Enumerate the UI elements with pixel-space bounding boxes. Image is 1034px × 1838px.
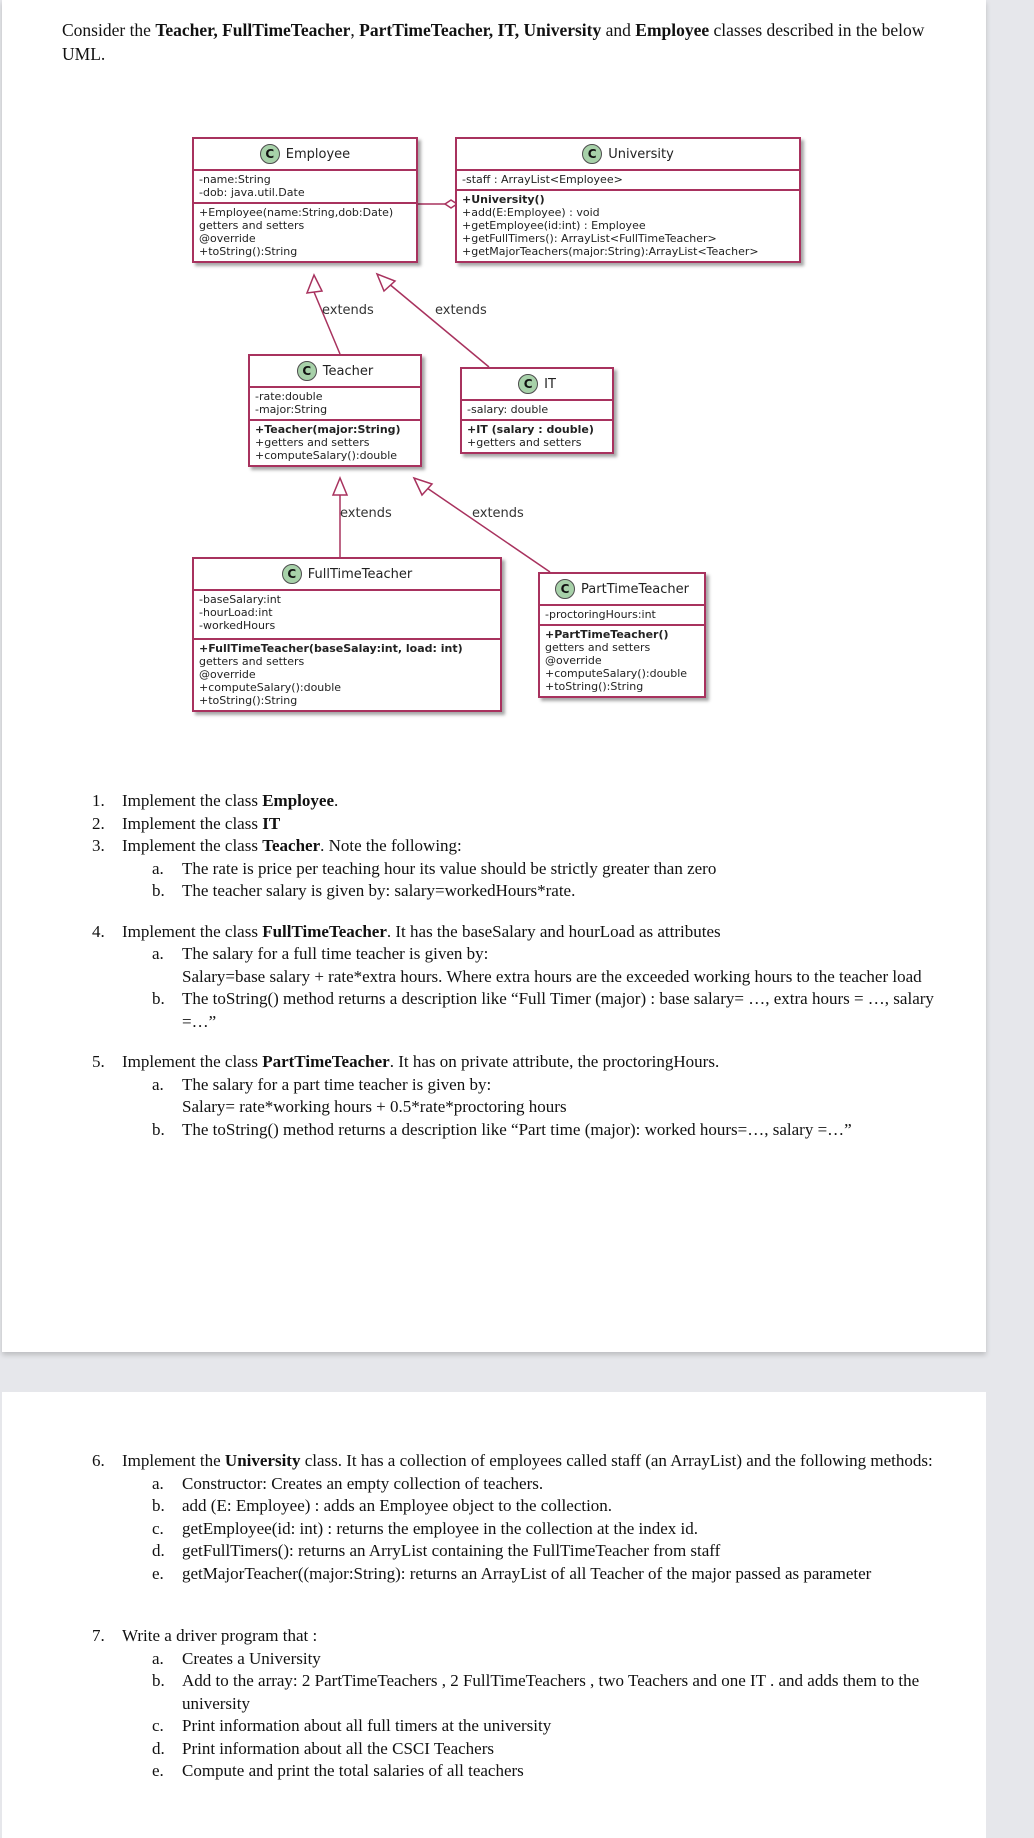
subtask-letter: a. (152, 1074, 164, 1094)
document-page-2 (2, 1392, 986, 1838)
class-icon: C (518, 374, 538, 394)
method: +toString():String (199, 694, 298, 707)
method: getters and setters (199, 219, 305, 232)
method: @override (545, 654, 602, 667)
subtask-letter: d. (152, 1541, 165, 1560)
attribute: -hourLoad:int (199, 606, 273, 619)
extends-label: extends (435, 303, 487, 318)
method: +getFullTimers(): ArrayList<FullTimeTeacher> (462, 232, 717, 245)
method: +Teacher(major:String) (255, 423, 401, 436)
subtask-item (92, 1074, 942, 1119)
task-list-page-2 (92, 1450, 942, 1801)
task-text: class. It has a collection of employees called staff (an ArrayList) and the following methods: (300, 1451, 933, 1470)
attribute: -rate:double (255, 390, 323, 403)
class-fulltimeteacher (192, 557, 502, 712)
subtask-letter: a. (152, 944, 164, 963)
intro-bold: Teacher, FullTimeTeacher (155, 20, 351, 40)
attributes-section (194, 169, 416, 202)
subtask-text: getEmployee(id: int) : returns the employee in the collection at the index id. (182, 1518, 698, 1538)
intro-bold: PartTimeTeacher, IT, University (359, 20, 602, 40)
methods-section (540, 624, 704, 696)
attribute: -proctoringHours:int (545, 608, 656, 621)
class-university (455, 137, 801, 263)
attributes-section (462, 399, 612, 419)
attributes-section (250, 386, 420, 419)
subtask-text: Print information about all full timers at the university (182, 1716, 552, 1735)
task-number: 2. (92, 813, 105, 833)
task-number: 1. (92, 791, 105, 810)
uml-diagram (2, 0, 986, 760)
subtask-text: Constructor: Creates an empty collection of teachers. (182, 1473, 544, 1493)
class-icon: C (555, 579, 575, 599)
intro-text: classes described in the below UML. (62, 20, 925, 64)
task-item (92, 921, 942, 944)
task-number: 4. (92, 921, 105, 941)
task-class-name: Employee (262, 791, 334, 810)
task-text: . (334, 791, 339, 810)
subtask-text: getMajorTeacher((major:String): returns an ArrayList of all Teacher of the major passed as parameter (182, 1563, 872, 1583)
class-name: University (608, 146, 674, 162)
method: +add(E:Employee) : void (462, 206, 600, 219)
method: +computeSalary():double (255, 449, 398, 462)
task-item (92, 835, 942, 858)
methods-section (194, 638, 500, 710)
subtask-item (92, 1670, 942, 1715)
subtask-item (92, 880, 942, 903)
task-class-name: FullTimeTeacher (262, 921, 387, 941)
method: +toString():String (199, 245, 298, 258)
task-item (92, 1450, 942, 1473)
class-employee (192, 137, 418, 263)
attributes-section (457, 169, 799, 189)
class-name: Employee (285, 146, 351, 162)
task-text: . It has on private attribute, the proctoringHours. (389, 1052, 720, 1071)
subtask-item (92, 1563, 942, 1586)
task-item (92, 1625, 942, 1648)
subtask-formula: Salary= rate*working hours + 0.5*rate*proctoring hours (182, 1097, 567, 1116)
subtask-letter: b. (152, 1671, 165, 1690)
method: +getters and setters (467, 436, 582, 449)
intro-text: , (350, 20, 360, 40)
extends-label: extends (340, 506, 392, 521)
task-text: . It has the baseSalary and hourLoad as attributes (386, 921, 721, 941)
subtask-item (92, 1518, 942, 1541)
method: +getMajorTeachers(major:String):ArrayList<Teacher> (462, 245, 759, 258)
class-name: FullTimeTeacher (307, 566, 413, 582)
attribute: -salary: double (467, 403, 549, 416)
method: @override (199, 668, 256, 681)
subtask-item (92, 988, 942, 1033)
attribute: -baseSalary:int (199, 593, 281, 606)
methods-section (462, 419, 612, 452)
attribute: -major:String (255, 403, 328, 416)
class-icon: C (582, 144, 602, 164)
intro-bold: Employee (635, 20, 710, 40)
subtask-letter: e. (152, 1761, 164, 1780)
task-number: 5. (92, 1052, 105, 1071)
method: getters and setters (199, 655, 305, 668)
intro-text: Consider the (62, 20, 156, 40)
attribute: -workedHours (199, 619, 276, 632)
task-item (92, 813, 942, 836)
subtask-letter: c. (152, 1518, 164, 1538)
task-class-name: PartTimeTeacher (262, 1052, 390, 1071)
attribute: -dob: java.util.Date (199, 186, 305, 199)
attributes-section (194, 589, 500, 638)
subtask-text: Print information about all the CSCI Teachers (182, 1738, 494, 1758)
methods-section (457, 189, 799, 261)
task-text: Implement the (122, 1451, 225, 1470)
extends-label: extends (322, 303, 374, 318)
attribute: -staff : ArrayList<Employee> (462, 173, 623, 186)
task-class-name: University (224, 1451, 301, 1470)
subtask-letter: a. (152, 858, 164, 878)
subtask-text: The toString() method returns a description like “Full Timer (major) : base salary= …, extra hours = …, salary =…” (182, 989, 934, 1031)
subtask-text: Creates a University (182, 1648, 321, 1668)
subtask-item (92, 1540, 942, 1563)
method: +IT (salary : double) (467, 423, 594, 436)
class-name: IT (544, 376, 556, 392)
task-text: . Note the following: (320, 836, 462, 855)
class-name: Teacher (322, 363, 374, 379)
subtask-text: The salary for a part time teacher is given by: (182, 1074, 492, 1094)
task-list-page-1 (92, 790, 942, 1159)
subtask-item (92, 1760, 942, 1783)
subtask-letter: b. (152, 1119, 165, 1139)
task-text: Implement the class (122, 1052, 263, 1071)
task-class-name: IT (262, 813, 281, 833)
subtask-letter: d. (152, 1738, 165, 1758)
subtask-text: add (E: Employee) : adds an Employee object to the collection. (182, 1496, 613, 1515)
method: +FullTimeTeacher(baseSalay:int, load: int) (199, 642, 463, 655)
task-class-name: Teacher (262, 836, 321, 855)
method: +getEmployee(id:int) : Employee (462, 219, 646, 232)
method: +PartTimeTeacher() (545, 628, 669, 641)
class-teacher (248, 354, 422, 467)
method: +toString():String (545, 680, 644, 693)
method: +getters and setters (255, 436, 370, 449)
task-item (92, 790, 942, 813)
subtask-text: The toString() method returns a description like “Part time (major): worked hours=…, salary =…” (182, 1119, 852, 1139)
method: +Employee(name:String,dob:Date) (199, 206, 394, 219)
task-item (92, 1051, 942, 1074)
subtask-letter: b. (152, 1496, 165, 1515)
subtask-text: The salary for a full time teacher is given by: (182, 944, 489, 963)
subtask-text: The rate is price per teaching hour its value should be strictly greater than zero (182, 858, 717, 878)
method: +computeSalary():double (545, 667, 688, 680)
task-number: 7. (92, 1626, 105, 1645)
class-icon: C (260, 144, 280, 164)
subtask-item (92, 943, 942, 988)
subtask-letter: b. (152, 989, 165, 1008)
task-text: Implement the class (122, 791, 263, 810)
extends-label: extends (472, 506, 524, 521)
subtask-item (92, 1648, 942, 1671)
method: getters and setters (545, 641, 651, 654)
methods-section (250, 419, 420, 465)
subtask-item (92, 1119, 942, 1142)
subtask-item (92, 1473, 942, 1496)
task-number: 3. (92, 836, 105, 855)
method: +University() (462, 193, 545, 206)
subtask-letter: a. (152, 1473, 164, 1493)
class-icon: C (282, 564, 302, 584)
subtask-formula: Salary=base salary + rate*extra hours. Where extra hours are the exceeded working hours to the teacher load (182, 966, 922, 986)
subtask-text: Add to the array: 2 PartTimeTeachers , 2 FullTimeTeachers , two Teachers and one IT . and adds them to the university (182, 1671, 920, 1713)
subtask-item (92, 1738, 942, 1761)
class-it (460, 367, 614, 454)
subtask-letter: c. (152, 1716, 164, 1735)
task-text: Implement the class (122, 836, 263, 855)
class-parttimeteacher (538, 572, 706, 698)
attribute: -name:String (199, 173, 271, 186)
subtask-letter: e. (152, 1563, 164, 1583)
subtask-item (92, 1715, 942, 1738)
task-number: 6. (92, 1451, 105, 1470)
methods-section (194, 202, 416, 261)
class-icon: C (297, 361, 317, 381)
subtask-text: Compute and print the total salaries of all teachers (182, 1761, 524, 1780)
method: @override (199, 232, 256, 245)
subtask-text: getFullTimers(): returns an ArryList containing the FullTimeTeacher from staff (182, 1541, 721, 1560)
intro-text: and (601, 20, 636, 40)
task-text: Write a driver program that : (122, 1626, 318, 1645)
task-text: Implement the class (122, 921, 263, 941)
method: +computeSalary():double (199, 681, 342, 694)
attributes-section (540, 604, 704, 624)
subtask-letter: b. (152, 881, 165, 900)
subtask-item (92, 1495, 942, 1518)
subtask-item (92, 858, 942, 881)
subtask-letter: a. (152, 1648, 164, 1668)
document-page-1 (2, 0, 986, 1352)
task-text: Implement the class (122, 813, 263, 833)
subtask-text: The teacher salary is given by: salary=workedHours*rate. (182, 881, 576, 900)
class-name: PartTimeTeacher (581, 581, 689, 597)
